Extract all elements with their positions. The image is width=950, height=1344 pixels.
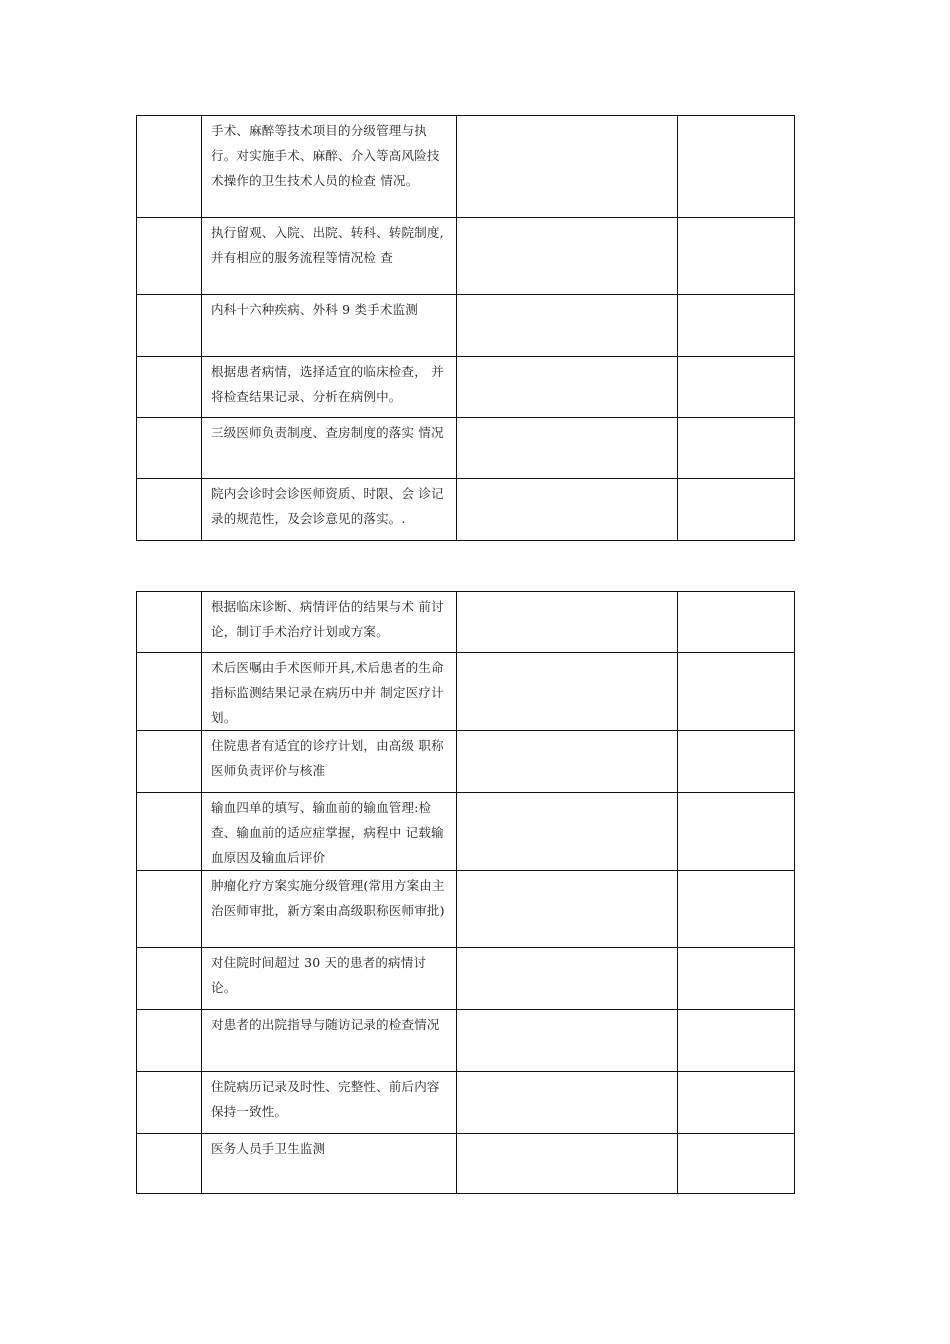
item-text: 医务人员手卫生监测 — [211, 1141, 326, 1156]
table-row — [137, 218, 795, 295]
score-cell — [678, 479, 795, 541]
item-text: 执行留观、入院、出院、转科、转院制度,并有相应的服务流程等情况检 查 — [211, 225, 444, 265]
score-cell — [678, 418, 795, 479]
item-text: 住院患者有适宜的诊疗计划，由高级 职称医师负责评价与核准 — [211, 738, 444, 778]
result-cell — [457, 793, 678, 871]
item-text: 术后医嘱由手术医师开具,术后患者的生命指标监测结果记录在病历中并 制定医疗计划。 — [211, 660, 444, 725]
index-cell — [137, 653, 202, 731]
item-cell — [202, 1072, 457, 1134]
table-row — [137, 793, 795, 871]
table-row — [137, 116, 795, 218]
index-cell — [137, 1134, 202, 1194]
item-text: 根据患者病情，选择适宜的临床检查， 并将检查结果记录、分析在病例中。 — [211, 364, 444, 404]
table-row — [137, 479, 795, 541]
table-row — [137, 592, 795, 653]
table-row — [137, 1134, 795, 1194]
index-cell — [137, 592, 202, 653]
item-text: 住院病历记录及时性、完整性、前后内容保持一致性。 — [211, 1079, 440, 1119]
score-cell — [678, 1134, 795, 1194]
item-cell — [202, 731, 457, 793]
index-cell — [137, 793, 202, 871]
index-cell — [137, 1010, 202, 1072]
table-row — [137, 295, 795, 357]
table-row — [137, 418, 795, 479]
table-row — [137, 357, 795, 418]
item-text: 根据临床诊断、病情评估的结果与术 前讨论，制订手术治疗计划或方案。 — [211, 599, 444, 639]
index-cell — [137, 295, 202, 357]
index-cell — [137, 479, 202, 541]
item-text: 输血四单的填写、输血前的输血管理:检查、输血前的适应症掌握，病程中 记载输血原因及输血后评价 — [211, 800, 444, 865]
item-text: 三级医师负责制度、查房制度的落实 情况 — [211, 425, 444, 440]
result-cell — [457, 418, 678, 479]
result-cell — [457, 871, 678, 948]
item-cell — [202, 116, 457, 218]
result-cell — [457, 116, 678, 218]
score-cell — [678, 592, 795, 653]
item-cell — [202, 793, 457, 871]
score-cell — [678, 948, 795, 1010]
score-cell — [678, 295, 795, 357]
item-cell — [202, 295, 457, 357]
item-cell — [202, 357, 457, 418]
inspection-table-2 — [136, 591, 795, 1194]
item-cell — [202, 948, 457, 1010]
score-cell — [678, 357, 795, 418]
score-cell — [678, 1010, 795, 1072]
result-cell — [457, 1072, 678, 1134]
index-cell — [137, 871, 202, 948]
result-cell — [457, 479, 678, 541]
index-cell — [137, 357, 202, 418]
table-row — [137, 653, 795, 731]
item-text: 内科十六种疾病、外科 9 类手术监测 — [211, 302, 419, 317]
item-cell — [202, 1134, 457, 1194]
item-text: 院内会诊时会诊医师资质、时限、会 诊记录的规范性，及会诊意见的落实。. — [211, 486, 444, 526]
index-cell — [137, 1072, 202, 1134]
table-row — [137, 948, 795, 1010]
item-text: 对住院时间超过 30 天的患者的病情讨论。 — [211, 955, 427, 995]
score-cell — [678, 1072, 795, 1134]
item-cell — [202, 871, 457, 948]
table-row — [137, 1010, 795, 1072]
table-row — [137, 731, 795, 793]
score-cell — [678, 116, 795, 218]
result-cell — [457, 948, 678, 1010]
index-cell — [137, 418, 202, 479]
item-text: 对患者的出院指导与随访记录的检查情况 — [211, 1017, 440, 1032]
score-cell — [678, 731, 795, 793]
item-cell — [202, 653, 457, 731]
index-cell — [137, 116, 202, 218]
item-text: 手术、麻醉等技术项目的分级管理与执行。对实施手术、麻醉、介入等高风险技术操作的卫生技术人员的检查 情况。 — [211, 123, 440, 188]
result-cell — [457, 1010, 678, 1072]
score-cell — [678, 653, 795, 731]
score-cell — [678, 871, 795, 948]
index-cell — [137, 218, 202, 295]
inspection-table-1 — [136, 115, 795, 541]
result-cell — [457, 357, 678, 418]
score-cell — [678, 793, 795, 871]
item-cell — [202, 218, 457, 295]
index-cell — [137, 731, 202, 793]
item-cell — [202, 418, 457, 479]
result-cell — [457, 295, 678, 357]
score-cell — [678, 218, 795, 295]
item-cell — [202, 479, 457, 541]
result-cell — [457, 218, 678, 295]
result-cell — [457, 731, 678, 793]
table-row — [137, 1072, 795, 1134]
item-text: 肿瘤化疗方案实施分级管理(常用方案由主治医师审批，新方案由高级职称医师审批) — [211, 878, 445, 918]
result-cell — [457, 653, 678, 731]
item-cell — [202, 1010, 457, 1072]
result-cell — [457, 592, 678, 653]
result-cell — [457, 1134, 678, 1194]
item-cell — [202, 592, 457, 653]
table-row — [137, 871, 795, 948]
index-cell — [137, 948, 202, 1010]
